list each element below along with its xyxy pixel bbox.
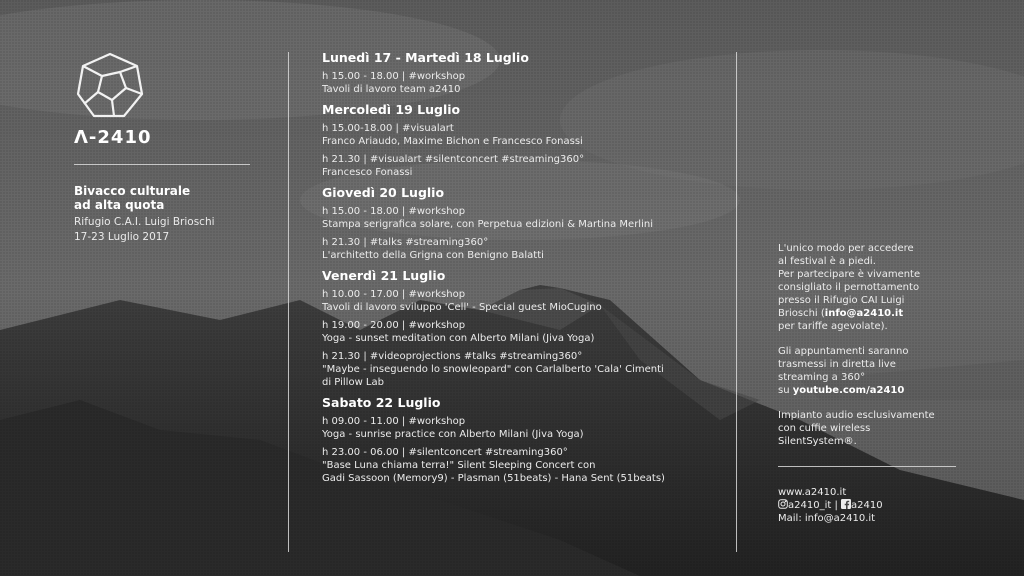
info-line: presso il Rifugio CAI Luigi <box>778 295 905 306</box>
event-time: h 21.30 | #talks #streaming360° <box>322 237 489 248</box>
dodecahedron-icon <box>74 50 146 122</box>
info-line: Gli appuntamenti saranno <box>778 346 909 357</box>
program-schedule <box>322 50 722 491</box>
program-event <box>322 415 722 441</box>
info-line: per tariffe agevolate). <box>778 321 888 332</box>
brand-name: Λ-2410 <box>74 127 152 148</box>
event-time: h 15.00 - 18.00 | #workshop <box>322 71 466 82</box>
day-title: Venerdì 21 Luglio <box>322 268 446 283</box>
contacts <box>778 486 978 525</box>
info-line: Per partecipare è vivamente <box>778 269 921 280</box>
divider-right-column <box>778 466 956 467</box>
program-event <box>322 70 722 96</box>
event-description: Stampa serigrafica solare, con Perpetua edizioni & Martina Merlini <box>322 219 653 230</box>
instagram-icon <box>778 499 788 509</box>
divider-right <box>736 52 737 552</box>
left-info <box>74 184 264 245</box>
info-line: Brioschi ( <box>778 308 825 319</box>
event-description: "Base Luna chiama terra!" Silent Sleeping Concert con <box>322 460 596 471</box>
event-time: h 21.30 | #videoprojections #talks #streaming360° <box>322 351 583 362</box>
day-title: Sabato 22 Luglio <box>322 395 441 410</box>
social-row <box>778 499 978 512</box>
day-title: Lunedì 17 - Martedì 18 Luglio <box>322 50 529 65</box>
program-event <box>322 122 722 148</box>
info-line: streaming a 360° <box>778 372 866 383</box>
event-time: h 15.00-18.00 | #visualart <box>322 123 454 134</box>
social-separator: | <box>831 500 842 511</box>
facebook-handle[interactable]: a2410 <box>851 500 883 511</box>
festival-title-line2: ad alta quota <box>74 198 165 212</box>
info-line: Impianto audio esclusivamente <box>778 410 935 421</box>
program-day <box>322 395 722 485</box>
program-event <box>322 319 722 345</box>
program-day <box>322 50 722 96</box>
event-description: Yoga - sunset meditation con Alberto Milani (Jiva Yoga) <box>322 333 595 344</box>
event-time: h 19.00 - 20.00 | #workshop <box>322 320 466 331</box>
event-description: Tavoli di lavoro team a2410 <box>322 84 461 95</box>
program-day <box>322 268 722 389</box>
event-description: Gadi Sassoon (Memory9) - Plasman (51beats) - Hana Sent (51beats) <box>322 473 665 484</box>
program-day <box>322 185 722 262</box>
event-description: L'architetto della Grigna con Benigno Balatti <box>322 250 544 261</box>
info-line: con cuffie wireless <box>778 423 871 434</box>
program-day <box>322 102 722 179</box>
info-line: su <box>778 385 793 396</box>
mail-contact[interactable]: Mail: info@a2410.it <box>778 513 876 524</box>
event-description: di Pillow Lab <box>322 377 384 388</box>
program-event <box>322 350 722 389</box>
event-time: h 09.00 - 11.00 | #workshop <box>322 416 466 427</box>
info-line: trasmessi in diretta live <box>778 359 896 370</box>
facebook-icon <box>841 499 851 509</box>
program-event <box>322 446 722 485</box>
festival-dates: 17-23 Luglio 2017 <box>74 231 170 243</box>
event-time: h 21.30 | #visualart #silentconcert #streaming360° <box>322 154 585 165</box>
info-line: SilentSystem®. <box>778 436 857 447</box>
day-title: Mercoledì 19 Luglio <box>322 102 461 117</box>
event-description: Francesco Fonassi <box>322 167 413 178</box>
festival-place: Rifugio C.A.I. Luigi Brioschi <box>74 216 215 228</box>
event-time: h 10.00 - 17.00 | #workshop <box>322 289 466 300</box>
event-description: Yoga - sunrise practice con Alberto Milani (Jiva Yoga) <box>322 429 584 440</box>
info-line: consigliato il pernottamento <box>778 282 920 293</box>
youtube-link[interactable]: youtube.com/a2410 <box>792 385 905 396</box>
festival-title-line1: Bivacco culturale <box>74 184 191 198</box>
info-email-link[interactable]: info@a2410.it <box>824 308 904 319</box>
program-event <box>322 288 722 314</box>
instagram-handle[interactable]: a2410_it <box>788 500 832 511</box>
event-description: Franco Ariaudo, Maxime Bichon e Francesco Fonassi <box>322 136 583 147</box>
info-panel <box>778 242 978 460</box>
event-time: h 23.00 - 06.00 | #silentconcert #streaming360° <box>322 447 568 458</box>
program-event <box>322 153 722 179</box>
divider-left <box>288 52 289 552</box>
program-event <box>322 236 722 262</box>
day-title: Giovedì 20 Luglio <box>322 185 445 200</box>
divider-left-column <box>74 164 250 165</box>
website-link[interactable]: www.a2410.it <box>778 487 847 498</box>
program-event <box>322 205 722 231</box>
info-line: L'unico modo per accedere <box>778 243 914 254</box>
event-description: Tavoli di lavoro sviluppo 'Cell' - Special guest MioCugino <box>322 302 602 313</box>
info-line: al festival è a piedi. <box>778 256 876 267</box>
event-description: "Maybe - inseguendo lo snowleopard" con Carlalberto 'Cala' Cimenti <box>322 364 664 375</box>
event-time: h 15.00 - 18.00 | #workshop <box>322 206 466 217</box>
